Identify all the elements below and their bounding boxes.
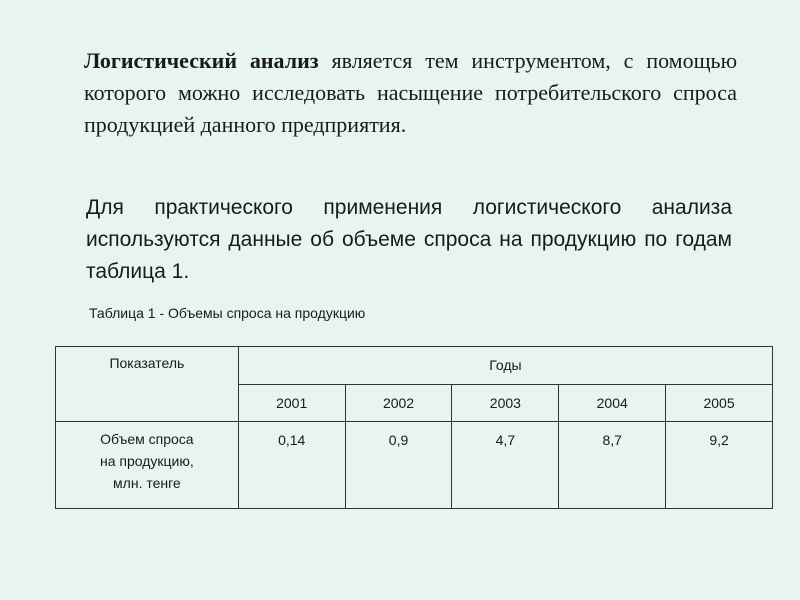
row-label-line: на продукцию, — [99, 453, 194, 469]
row-label — [56, 422, 239, 509]
value-cell: 0,9 — [345, 422, 452, 509]
intro-bold-lead: Логистический анализ — [84, 48, 319, 73]
header-indicator: Показатель — [56, 347, 239, 422]
intro-paragraph — [84, 45, 737, 141]
value-cell: 4,7 — [452, 422, 559, 509]
year-cell: 2004 — [559, 384, 666, 422]
demand-table — [55, 346, 773, 509]
value-cell: 8,7 — [559, 422, 666, 509]
table-row — [56, 422, 773, 509]
row-label-line: Объем спроса — [100, 431, 194, 447]
year-cell: 2003 — [452, 384, 559, 422]
header-years: Годы — [238, 347, 772, 385]
year-cell: 2005 — [666, 384, 773, 422]
value-cell: 0,14 — [238, 422, 345, 509]
table-caption: Таблица 1 - Объемы спроса на продукцию — [89, 305, 366, 321]
value-cell: 9,2 — [666, 422, 773, 509]
usage-paragraph: Для практического применения логистического анализа используются данные об объеме спроса на продукцию по годам таблица 1. — [86, 196, 732, 283]
row-label-line: млн. тенге — [113, 475, 181, 491]
year-cell: 2001 — [238, 384, 345, 422]
year-cell: 2002 — [345, 384, 452, 422]
table-header-row — [56, 347, 773, 385]
intro-text: является тем инструментом, с помощью которого можно исследовать насыщение потребительского спроса продукцией данного предприятия. — [84, 48, 738, 137]
